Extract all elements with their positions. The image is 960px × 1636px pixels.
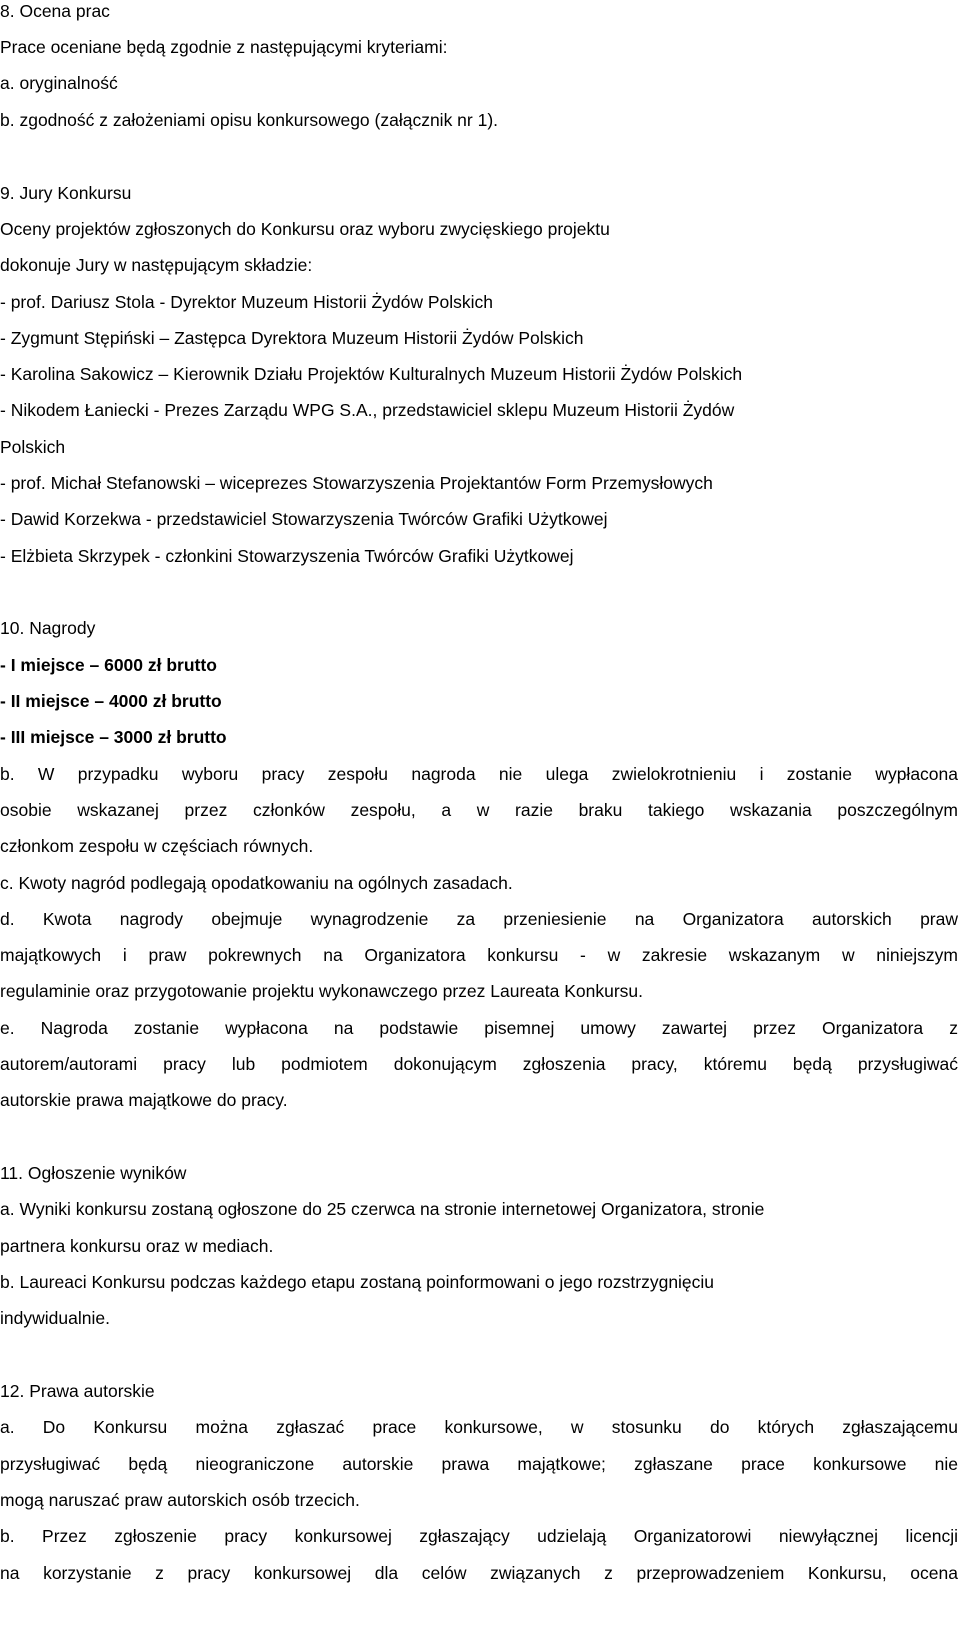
section-12-line: przysługiwać będą nieograniczone autorskie prawa majątkowe; zgłaszane prace konkursowe nie [0, 1454, 958, 1474]
section-12-heading: 12. Prawa autorskie [0, 1381, 155, 1401]
section-10-line: autorskie prawa majątkowe do pracy. [0, 1090, 288, 1110]
section-8-line: b. zgodność z założeniami opisu konkursowego (załącznik nr 1). [0, 110, 499, 130]
jury-member: Polskich [0, 437, 66, 457]
section-10-line: osobie wskazanej przez członków zespołu, a w razie braku takiego wskazania poszczególnym [0, 800, 958, 820]
section-10-line: autorem/autorami pracy lub podmiotem dokonującym zgłoszenia pracy, któremu będą przysługiwać [0, 1054, 958, 1074]
section-10-line: b. W przypadku wyboru pracy zespołu nagroda nie ulega zwielokrotnieniu i zostanie wypłacona [0, 764, 958, 784]
section-12-line: na korzystanie z pracy konkursowej dla celów związanych z przeprowadzeniem Konkursu, ocena [0, 1563, 958, 1583]
prize-item: - III miejsce – 3000 zł brutto [0, 727, 227, 747]
prize-item: - I miejsce – 6000 zł brutto [0, 655, 217, 675]
jury-member: - prof. Dariusz Stola - Dyrektor Muzeum Historii Żydów Polskich [0, 292, 494, 312]
jury-member: - Dawid Korzekwa - przedstawiciel Stowarzyszenia Twórców Grafiki Użytkowej [0, 509, 608, 529]
section-10-line: członkom zespołu w częściach równych. [0, 836, 314, 856]
prize-item: - II miejsce – 4000 zł brutto [0, 691, 222, 711]
section-10-line: d. Kwota nagrody obejmuje wynagrodzenie za przeniesienie na Organizatora autorskich praw [0, 909, 958, 929]
section-8-line: Prace oceniane będą zgodnie z następującymi kryteriami: [0, 37, 448, 57]
section-9-heading: 9. Jury Konkursu [0, 183, 132, 203]
section-12-line: mogą naruszać praw autorskich osób trzecich. [0, 1490, 360, 1510]
jury-member: - Karolina Sakowicz – Kierownik Działu Projektów Kulturalnych Muzeum Historii Żydów Polskich [0, 364, 743, 384]
jury-member: - Nikodem Łaniecki - Prezes Zarządu WPG S.A., przedstawiciel sklepu Muzeum Historii Żydów [0, 400, 735, 420]
section-11-line: b. Laureaci Konkursu podczas każdego etapu zostaną poinformowani o jego rozstrzygnięciu [0, 1272, 715, 1292]
section-10-heading: 10. Nagrody [0, 618, 96, 638]
jury-member: - Elżbieta Skrzypek - członkini Stowarzyszenia Twórców Grafiki Użytkowej [0, 546, 574, 566]
section-9-line: Oceny projektów zgłoszonych do Konkursu oraz wyboru zwycięskiego projektu [0, 219, 610, 239]
section-8-heading: 8. Ocena prac [0, 1, 110, 21]
section-11-line: indywidualnie. [0, 1308, 110, 1328]
section-10-line: regulaminie oraz przygotowanie projektu wykonawczego przez Laureata Konkursu. [0, 981, 643, 1001]
section-11-heading: 11. Ogłoszenie wyników [0, 1163, 187, 1183]
section-10-line: c. Kwoty nagród podlegają opodatkowaniu na ogólnych zasadach. [0, 873, 513, 893]
jury-member: - Zygmunt Stępiński – Zastępca Dyrektora Muzeum Historii Żydów Polskich [0, 328, 584, 348]
section-10-line: e. Nagroda zostanie wypłacona na podstawie pisemnej umowy zawartej przez Organizatora z [0, 1018, 958, 1038]
section-10-line: majątkowych i praw pokrewnych na Organizatora konkursu - w zakresie wskazanym w niniejszym [0, 945, 958, 965]
jury-member: - prof. Michał Stefanowski – wiceprezes Stowarzyszenia Projektantów Form Przemysłowych [0, 473, 713, 493]
section-12-line: b. Przez zgłoszenie pracy konkursowej zgłaszający udzielają Organizatorowi niewyłącznej licencji [0, 1526, 958, 1546]
section-9-line: dokonuje Jury w następującym składzie: [0, 255, 313, 275]
section-12-line: a. Do Konkursu można zgłaszać prace konkursowe, w stosunku do których zgłaszającemu [0, 1417, 958, 1437]
section-11-line: a. Wyniki konkursu zostaną ogłoszone do 25 czerwca na stronie internetowej Organizatora, stronie [0, 1199, 765, 1219]
section-11-line: partnera konkursu oraz w mediach. [0, 1236, 274, 1256]
section-8-line: a. oryginalność [0, 73, 118, 93]
